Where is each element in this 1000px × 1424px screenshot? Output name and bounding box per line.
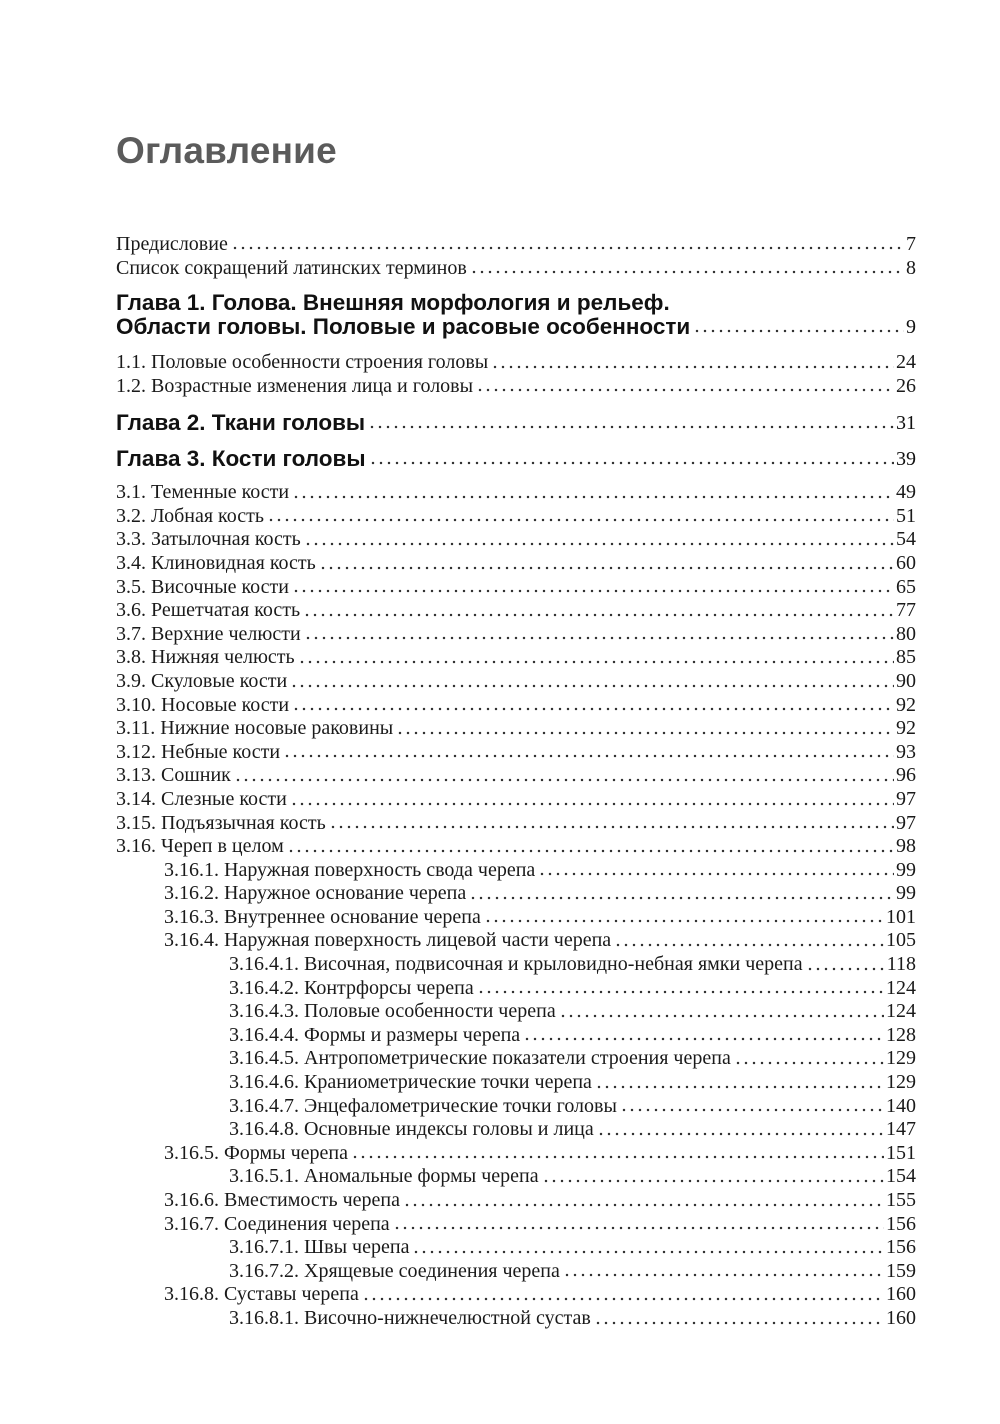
toc-page-number: 26 — [896, 374, 916, 397]
dot-leader — [368, 424, 894, 430]
toc-entry-title: 3.16.4. Наружная поверхность лицевой части черепа — [164, 929, 612, 952]
toc-entry-title: 3.9. Скуловые кости — [116, 669, 288, 692]
table-of-contents — [116, 232, 916, 1331]
dot-leader — [620, 1107, 884, 1113]
toc-entry-title: 3.16.3. Внутреннее основание черепа — [164, 905, 481, 928]
toc-entry-title: 3.16.4.3. Половые особенности черепа — [229, 1000, 556, 1023]
page-title: Оглавление — [116, 130, 337, 171]
toc-page-number: 31 — [896, 412, 916, 435]
toc-entry-title: 3.16.7.1. Швы черепа — [229, 1236, 410, 1259]
toc-page-number: 124 — [886, 976, 916, 999]
toc-page-number: 155 — [886, 1189, 916, 1211]
toc-entry-title: 3.16.4.2. Контрфорсы черепа — [229, 976, 474, 999]
toc-entry[interactable] — [116, 764, 916, 788]
toc-page-number: 90 — [896, 669, 916, 692]
toc-entry-title: 3.8. Нижняя челюсть — [116, 646, 295, 669]
toc-page-number: 129 — [886, 1047, 916, 1070]
dot-leader — [298, 659, 894, 665]
toc-page-number: 105 — [886, 929, 916, 952]
toc-page-number: 96 — [896, 764, 916, 787]
toc-entry[interactable] — [116, 1095, 916, 1119]
toc-entry-title: Список сокращений латинских терминов — [116, 257, 467, 279]
toc-page-number: 24 — [896, 351, 916, 373]
toc-chapter-entry[interactable] — [116, 411, 916, 435]
toc-page-number: 160 — [886, 1306, 916, 1329]
dot-leader — [303, 612, 894, 618]
toc-entry-title: Области головы. Половые и расовые особенности — [116, 314, 691, 339]
dot-leader — [292, 588, 894, 594]
dot-leader — [734, 1060, 884, 1066]
dot-leader — [329, 824, 894, 830]
toc-page-number: 156 — [886, 1236, 916, 1259]
toc-entry-title: 3.13. Сошник — [116, 764, 231, 787]
toc-entry[interactable] — [116, 953, 916, 977]
toc-page-number: 147 — [886, 1118, 916, 1141]
toc-entry-title: Глава 3. Кости головы — [116, 446, 366, 472]
dot-leader — [287, 848, 894, 854]
toc-entry[interactable] — [116, 1283, 916, 1307]
dot-leader — [304, 541, 894, 547]
toc-entry[interactable] — [116, 623, 916, 647]
toc-entry-title: 3.16.6. Вместимость черепа — [164, 1189, 400, 1211]
dot-leader — [523, 1036, 884, 1042]
toc-entry[interactable] — [116, 812, 916, 836]
toc-entry[interactable] — [116, 528, 916, 552]
dot-leader — [393, 1225, 884, 1231]
dot-leader — [597, 1131, 884, 1137]
dot-leader — [594, 1320, 884, 1326]
toc-page-number: 77 — [896, 599, 916, 622]
toc-entry-title: 3.16.4.1. Височная, подвисочная и крыловидно-небная ямки черепа — [229, 953, 803, 976]
toc-page-number: 140 — [886, 1094, 916, 1117]
toc-entry-title: 3.16.8.1. Височно-нижнечелюстной сустав — [229, 1306, 591, 1329]
toc-entry-title: 3.16. Череп в целом — [116, 835, 284, 858]
dot-leader — [469, 895, 894, 901]
toc-page-number: 51 — [896, 504, 916, 527]
toc-entry[interactable] — [116, 505, 916, 529]
toc-entry-title: 3.16.4.7. Энцефалометрические точки головы — [229, 1094, 617, 1117]
toc-page-number: 54 — [896, 528, 916, 551]
toc-chapter-entry[interactable] — [116, 447, 916, 471]
toc-entry-title: 3.10. Носовые кости — [116, 693, 290, 716]
toc-entry-title: 3.5. Височные кости — [116, 575, 289, 598]
dot-leader — [595, 1084, 884, 1090]
toc-entry-title: 3.6. Решетчатая кость — [116, 599, 301, 622]
toc-page-number: 85 — [896, 646, 916, 669]
toc-page-number: 97 — [896, 811, 916, 834]
toc-entry-title: 3.2. Лобная кость — [116, 504, 264, 527]
toc-entry[interactable] — [116, 256, 916, 280]
toc-entry-title: 3.16.1. Наружная поверхность свода черепа — [164, 858, 536, 881]
dot-leader — [351, 1154, 884, 1160]
toc-page-number: 97 — [896, 787, 916, 810]
dot-leader — [231, 245, 904, 251]
toc-entry[interactable] — [116, 1000, 916, 1024]
toc-entry-title: 3.16.5. Формы черепа — [164, 1141, 348, 1164]
dot-leader — [234, 777, 894, 783]
toc-entry-title: Предисловие — [116, 233, 228, 255]
toc-entry-title: 1.1. Половые особенности строения головы — [116, 351, 489, 373]
toc-entry[interactable] — [116, 1142, 916, 1166]
dot-leader — [563, 1272, 884, 1278]
toc-page-number: 93 — [896, 740, 916, 763]
toc-entry[interactable] — [116, 977, 916, 1001]
toc-page-number: 101 — [886, 905, 916, 928]
dot-leader — [559, 1013, 884, 1019]
dot-leader — [292, 494, 894, 500]
toc-entry[interactable] — [116, 929, 916, 953]
toc-entry-title: 1.2. Возрастные изменения лица и головы — [116, 374, 474, 397]
toc-entry-title: 3.4. Клиновидная кость — [116, 551, 316, 574]
toc-page-number: 80 — [896, 622, 916, 645]
dot-leader — [290, 683, 894, 689]
toc-entry[interactable] — [116, 1189, 916, 1213]
toc-entry[interactable] — [116, 882, 916, 906]
dot-leader — [470, 269, 904, 275]
toc-page-number: 129 — [886, 1071, 916, 1094]
dot-leader — [806, 966, 885, 972]
toc-page-number: 118 — [886, 953, 916, 976]
toc-entry-title: 3.7. Верхние челюсти — [116, 622, 301, 645]
toc-page-number: 99 — [896, 858, 916, 881]
toc-page-number: 49 — [896, 481, 916, 504]
dot-leader — [476, 387, 894, 393]
toc-entry-title: 3.16.4.4. Формы и размеры черепа — [229, 1023, 521, 1046]
toc-entry-title: 3.15. Подъязычная кость — [116, 811, 326, 834]
toc-entry-title: 3.14. Слезные кости — [116, 787, 287, 810]
toc-page-number: 92 — [896, 693, 916, 716]
toc-entry-title: 3.1. Теменные кости — [116, 481, 290, 504]
toc-entry[interactable] — [116, 599, 916, 623]
toc-entry[interactable] — [116, 375, 916, 399]
dot-leader — [362, 1296, 884, 1302]
toc-entry[interactable] — [116, 788, 916, 812]
toc-entry[interactable] — [116, 741, 916, 765]
toc-page-number: 156 — [886, 1212, 916, 1235]
toc-entry-title: 3.12. Небные кости — [116, 740, 281, 763]
dot-leader — [267, 517, 894, 523]
dot-leader — [491, 364, 894, 370]
toc-entry[interactable] — [116, 1213, 916, 1237]
toc-entry-title: 3.3. Затылочная кость — [116, 528, 301, 551]
toc-entry[interactable] — [116, 1118, 916, 1142]
toc-entry[interactable] — [116, 481, 916, 505]
dot-leader — [477, 989, 884, 995]
dot-leader — [538, 871, 894, 877]
toc-page-number: 124 — [886, 1000, 916, 1023]
toc-entry-title: 3.16.2. Наружное основание черепа — [164, 882, 467, 905]
toc-page-number: 65 — [896, 575, 916, 598]
toc-entry[interactable] — [116, 1307, 916, 1331]
toc-entry-title: 3.16.4.5. Антропометрические показатели строения черепа — [229, 1047, 731, 1070]
toc-entry[interactable] — [116, 1024, 916, 1048]
toc-page-number: 60 — [896, 551, 916, 574]
toc-entry-title: 3.16.7.2. Хрящевые соединения черепа — [229, 1259, 560, 1282]
toc-page-number: 39 — [896, 448, 916, 471]
toc-page-number: 98 — [896, 835, 916, 858]
toc-entry[interactable] — [116, 646, 916, 670]
dot-leader — [484, 918, 884, 924]
toc-entry-title: 3.16.7. Соединения черепа — [164, 1212, 390, 1235]
toc-entry[interactable] — [116, 717, 916, 741]
toc-page-number: 92 — [896, 717, 916, 740]
dot-leader — [292, 706, 894, 712]
toc-entry[interactable] — [116, 576, 916, 600]
toc-entry-title: 3.16.5.1. Аномальные формы черепа — [229, 1165, 539, 1188]
dot-leader — [542, 1178, 884, 1184]
toc-entry-title: 3.16.8. Суставы черепа — [164, 1283, 359, 1306]
toc-entry[interactable] — [116, 835, 916, 859]
dot-leader — [283, 753, 894, 759]
dot-leader — [319, 565, 894, 571]
toc-entry[interactable] — [116, 1236, 916, 1260]
dot-leader — [304, 635, 894, 641]
toc-page-number: 7 — [906, 233, 916, 255]
toc-entry-title: 3.16.4.6. Краниометрические точки черепа — [229, 1071, 592, 1094]
dot-leader — [290, 801, 894, 807]
dot-leader — [403, 1202, 884, 1208]
toc-page-number: 128 — [886, 1023, 916, 1046]
toc-entry-title: Глава 2. Ткани головы — [116, 410, 366, 436]
dot-leader — [412, 1249, 884, 1255]
toc-page-number: 9 — [906, 316, 916, 338]
toc-page-number: 8 — [906, 257, 916, 279]
toc-entry[interactable] — [116, 1047, 916, 1071]
toc-entry[interactable] — [116, 1165, 916, 1189]
dot-leader — [396, 730, 894, 736]
toc-entry[interactable] — [116, 351, 916, 375]
toc-page-number: 154 — [886, 1165, 916, 1188]
toc-chapter-title-line: Глава 1. Голова. Внешняя морфология и рельеф. — [116, 290, 670, 315]
toc-entry[interactable] — [116, 232, 916, 256]
toc-entry[interactable] — [116, 552, 916, 576]
dot-leader — [614, 942, 884, 948]
dot-leader — [369, 460, 894, 466]
toc-entry[interactable] — [116, 906, 916, 930]
toc-entry[interactable] — [116, 1260, 916, 1284]
toc-page-number: 99 — [896, 882, 916, 905]
toc-entry[interactable] — [116, 1071, 916, 1095]
toc-entry-title: 3.11. Нижние носовые раковины — [116, 717, 394, 740]
toc-entry[interactable] — [116, 694, 916, 718]
toc-entry[interactable] — [116, 670, 916, 694]
toc-chapter-entry[interactable] — [116, 315, 916, 339]
toc-entry[interactable] — [116, 859, 916, 883]
toc-page-number: 160 — [886, 1283, 916, 1306]
toc-page-number: 159 — [886, 1259, 916, 1282]
toc-page-number: 151 — [886, 1141, 916, 1164]
dot-leader — [693, 328, 904, 334]
toc-entry-title: 3.16.4.8. Основные индексы головы и лица — [229, 1118, 594, 1141]
